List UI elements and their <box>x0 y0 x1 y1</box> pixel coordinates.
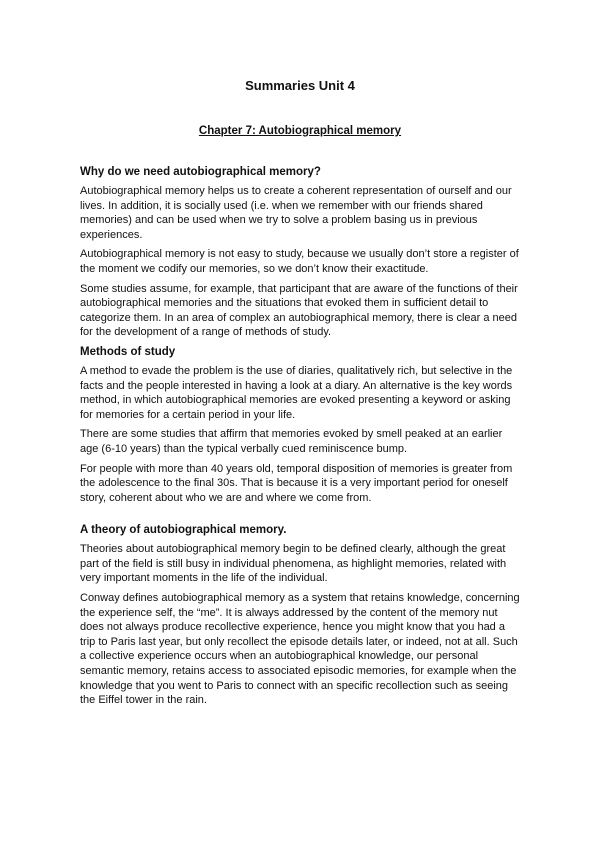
section-heading-why: Why do we need autobiographical memory? <box>80 166 321 178</box>
section-heading-methods: Methods of study <box>80 345 176 358</box>
paragraph: Autobiographical memory helps us to create a coherent representation of ourself and our lives. In addition, it is socially used (i.e. when we remember with our friends shared memories) and can be used when we try to solve a problem basing us in previous experiences. <box>80 185 512 241</box>
paragraph: There are some studies that affirm that memories evoked by smell peaked at an earlier age (6-10 years) than the typical verbally cued reminiscence bump. <box>80 428 503 455</box>
paragraph: A method to evade the problem is the use of diaries, qualitatively rich, but selective in the facts and the people interested in having a look at a diary. An alternative is the key words method, in which autobiographical memories are evoked presenting a keyword or asking for memories for a certain period in your life. <box>80 364 513 421</box>
paragraph: Some studies assume, for example, that participant that are aware of the functions of their autobiographical memories and the situations that evoked them in sufficient detail to categorize them. In an area of complex an autobiographical memory, there is clear a need for the development of a range of methods of study. <box>80 282 518 339</box>
spacer <box>80 510 520 523</box>
section-why <box>80 165 520 340</box>
document-body <box>80 165 520 713</box>
chapter-heading: Chapter 7: Autobiographical memory <box>198 125 402 137</box>
document-title: Summaries Unit 4 <box>245 78 355 93</box>
section-theory <box>80 523 520 708</box>
paragraph: Autobiographical memory is not easy to study, because we usually don’t store a register of the moment we codify our memories, so we don’t know their exactitude. <box>80 248 519 275</box>
paragraph: For people with more than 40 years old, temporal disposition of memories is greater from the adolescence to the final 30s. That is because it is a very important period for oneself story, coherent about who we are and where we come from. <box>80 462 513 504</box>
paragraph: Conway defines autobiographical memory as a system that retains knowledge, concerning the experience self, the “me”. It is always addressed by the content of the memory nut does not always produce recollective experience, hence you might know that you had a trip to Paris last year, but only recollect the episode details later, or indeed, not at all. Such a collective experience occurs when an autobiographical knowledge, our personal semantic memory, retains access to associated episodic memories, for example when the knowledge that you went to Paris to connect with an specific recollection such as seeing the Eiffel tower in the rain. <box>80 592 520 707</box>
paragraph: Theories about autobiographical memory begin to be defined clearly, although the great part of the field is still busy in individual phenomena, as highlight memories, related with very important moments in the life of the individual. <box>80 543 507 585</box>
section-heading-theory: A theory of autobiographical memory. <box>80 524 287 537</box>
section-methods <box>80 345 520 505</box>
